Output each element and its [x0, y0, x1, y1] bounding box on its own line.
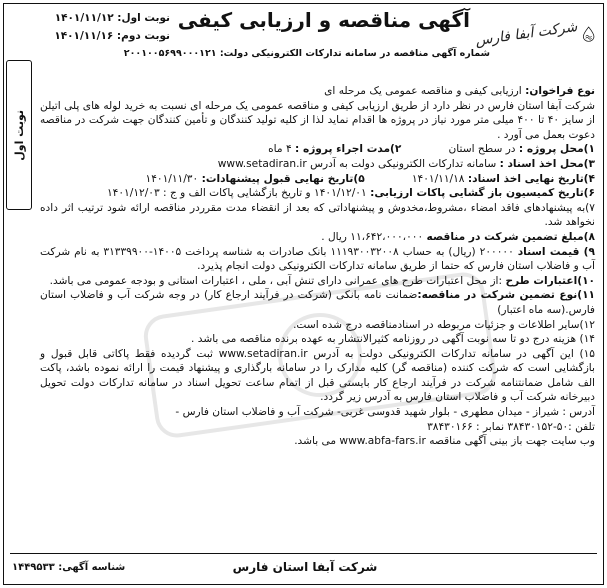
item6-label: ۶)تاریخ کمیسیون باز گشایی پاکات ارزیابی: [370, 187, 595, 200]
ad-id: شناسه آگهی: ۱۴۴۹۵۳۳ [12, 562, 126, 573]
item1-label: ۱)محل پروژه : [518, 143, 595, 156]
items-4-5 [40, 172, 595, 187]
item-11 [40, 288, 595, 317]
company-logo [475, 8, 595, 60]
ad-title: آگهی مناقصه و ارزیابی کیفی [177, 8, 470, 32]
item-3 [40, 157, 595, 172]
water-drop-icon [582, 11, 595, 57]
item2-label: ۲)مدت اجراء پروژه : [295, 143, 402, 156]
item-6 [40, 186, 595, 201]
ad-body [40, 84, 595, 548]
item11-value: ضمانت نامه بانکی (شرکت در فرآیند ارجاع کار) در وجه شرکت آب و فاضلاب استان فارس.(سه ماه اعتبار) [40, 289, 595, 316]
item9-value: ۲۰۰۰۰۰ (ریال) به حساب ۱۱۱۹۳۰۰۳۲۰۰۸ بانک صادرات به شناسه پرداخت ۱۴۰۰۵-۳۱۳۳۹۹۰۰ به نام شرکت آب و فاضلاب استان فارس که حتما از طریق سامانه تدارکات الکترونیکی دولت انجام پذیرد. [40, 245, 595, 273]
items-1-2 [40, 142, 595, 157]
call-type-label: نوع فراخوان: [525, 85, 595, 97]
publish-dates [40, 12, 170, 48]
item5-label: ۵)تاریخ نهایی قبول پیشنهادات: [201, 172, 365, 185]
item-12: ۱۲)سایر اطلاعات و جزئیات مربوطه در اسنادمناقصه درج شده است. [293, 318, 595, 331]
header [40, 6, 599, 76]
item-8 [40, 230, 595, 245]
item-10 [40, 274, 595, 289]
item11-label: ۱۱)نوع تضمین شرکت در مناقصه: [417, 289, 595, 302]
item9-label: ۹) قیمت اسناد [517, 245, 595, 258]
ad-number: شماره آگهی مناقصه در سامانه تدارکات الکترونیکی دولت: ۲۰۰۱۰۰۵۶۹۹۰۰۰۱۲۱ [123, 48, 490, 59]
item4-value: ۱۴۰۱/۱۱/۱۸ [411, 172, 468, 185]
publication-round-label: نوبت اول [12, 109, 26, 161]
call-type-value: ارزیابی کیفی و مناقصه عمومی یک مرحله ای [324, 85, 526, 97]
item3-value: سامانه تدارکات الکترونیکی دولت به آدرس www.setadiran.ir [217, 157, 500, 170]
item-7: ۷)به پیشنهادهای فاقد امضاء ،مشروط،مخدوش و پیشنهاداتی که بعد از انقضاء مدت مقرردر مناقصه ارائه شود ترتیب اثر داده نخواهد شد. [40, 201, 595, 229]
item-14: ۱۴) هزینه درج دو تا سه نوبت آگهی در روزنامه کثیرالانتشار به عهده برنده مناقصه می باشد . [191, 333, 595, 346]
second-publish-date: نوبت دوم: ۱۴۰۱/۱۱/۱۶ [54, 30, 170, 42]
footer [10, 553, 597, 582]
item-15: ۱۵) این آگهی در سامانه تدارکات الکترونیکی دولت به آدرس www.setadiran.ir ثبت گردیده فقط پاکاتی قابل قبول و بازگشایی است که شرکت کننده (مناقصه گر) کلیه مدارک را در سامانه بارگذاری و پیشنهاد قیمت را ارائه نموده باشد، پاکت الف شامل ضمانتنامه شرکت در فرآیند ارجاع کار بایستی قبل از اتمام ساعت تحویل اسناد در سامانه تدارکات دولت تحویل دبیرخانه شرکت آب و فاضلاب استان فارس به آدرس زیر گردد. [40, 347, 595, 404]
company-logo-text: شرکت آبفا فارس [474, 18, 579, 50]
item10-value: :از محل اعتبارات طرح های عمرانی دارای تنش آبی ، ملی ، اعتبارات استانی و بودجه عمومی می باشد. [49, 274, 506, 287]
call-type [40, 84, 595, 99]
item5-value: ۱۴۰۱/۱۱/۳۰ [145, 172, 202, 185]
address: آدرس : شیراز - میدان مطهری - بلوار شهید قدوسی غربی- شرکت آب و فاضلاب استان فارس - [175, 406, 595, 419]
website-note: وب سایت جهت باز بینی آگهی مناقصه www.abfa-fars.ir می باشد. [294, 435, 595, 448]
item6-value: ۱۴۰۱/۱۲/۰۱ و تاریخ بازگشایی پاکات الف و ج : ۱۴۰۱/۱۲/۰۳ [106, 187, 371, 200]
item8-value: ۱۱،۶۴۲،۰۰۰،۰۰۰ ریال . [321, 230, 427, 243]
item10-label: ۱۰)اعتبارات طرح [505, 274, 595, 287]
publication-round-badge [6, 60, 32, 210]
item2-value: ۴ ماه [268, 143, 296, 156]
item3-label: ۳)محل اخذ اسناد : [499, 157, 595, 170]
item8-label: ۸)مبلغ تضمین شرکت در مناقصه [426, 230, 595, 243]
first-publish-date: نوبت اول: ۱۴۰۱/۱۱/۱۲ [54, 12, 170, 24]
intro-paragraph: شرکت آبفا استان فارس در نظر دارد از طریق ارزیابی کیفی و مناقصه عمومی یک مرحله ای نسبت به خرید لوله های پلی اتیلن از سایز ۴۰ تا ۴۰۰ میلی متر مورد نیاز در پروژه ها اقدام نماید لذا از کلیه تولید کنندگان و تأمین کنندگان جهت شرکت در مناقصه دعوت بعمل می آورد . [40, 99, 595, 141]
issuer-name: شرکت آبفا استان فارس [232, 560, 378, 574]
item4-label: ۴)تاریخ نهایی اخذ اسناد: [467, 172, 595, 185]
item1-value: در سطح استان [448, 143, 519, 156]
item-9 [40, 245, 595, 274]
phone: تلفن :۵۰-۳۸۴۳۰۱۵۲ نمابر : ۳۸۴۳۰۱۶۶ [427, 420, 595, 433]
